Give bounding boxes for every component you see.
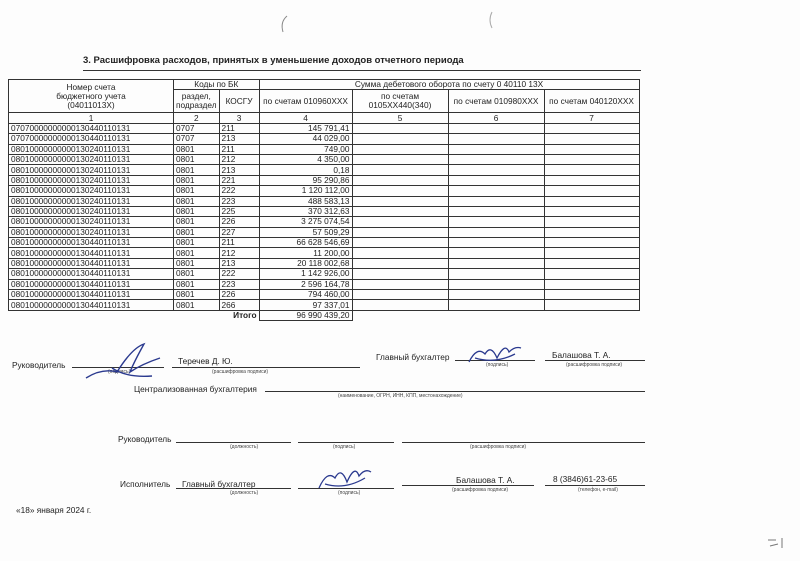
central-accounting-label: Централизованная бухгалтерия xyxy=(134,384,257,394)
amount-cell: 1 120 112,00 xyxy=(259,186,352,196)
head-signature-caption: (подпись) xyxy=(108,369,131,375)
empty-cell xyxy=(544,154,639,164)
executor-position-caption: (должность) xyxy=(230,490,259,496)
executor-position-line xyxy=(176,488,291,489)
table-row xyxy=(9,227,640,237)
empty-cell xyxy=(352,186,448,196)
table-row xyxy=(9,144,640,154)
kosgu-cell: 213 xyxy=(219,258,259,268)
empty-cell xyxy=(544,134,639,144)
table-row xyxy=(9,196,640,206)
total-row xyxy=(9,310,640,320)
account-cell: 08010000000000130440110131 xyxy=(9,279,174,289)
table-row xyxy=(9,165,640,175)
kosgu-cell: 212 xyxy=(219,154,259,164)
head2-label: Руководитель xyxy=(118,434,172,444)
empty-cell xyxy=(448,175,544,185)
amount-cell: 794 460,00 xyxy=(259,290,352,300)
empty-cell xyxy=(352,300,448,310)
kosgu-cell: 223 xyxy=(219,196,259,206)
head-name: Теречев Д. Ю. xyxy=(178,356,233,366)
head-signature xyxy=(82,338,172,388)
table-row xyxy=(9,238,640,248)
account-cell: 08010000000000130240110131 xyxy=(9,175,174,185)
amount-cell: 95 290,86 xyxy=(259,175,352,185)
empty-cell xyxy=(352,279,448,289)
header-section: раздел, подраздел xyxy=(174,90,220,113)
empty-cell xyxy=(352,154,448,164)
empty-cell xyxy=(448,206,544,216)
section-cell: 0801 xyxy=(174,269,220,279)
kosgu-cell: 212 xyxy=(219,248,259,258)
amount-cell: 4 350,00 xyxy=(259,154,352,164)
amount-cell: 145 791,41 xyxy=(259,123,352,133)
kosgu-cell: 226 xyxy=(219,217,259,227)
page-mark-icon xyxy=(766,534,790,555)
kosgu-cell: 221 xyxy=(219,175,259,185)
account-cell: 08010000000000130240110131 xyxy=(9,165,174,175)
head2-name-line xyxy=(402,442,645,443)
section-cell: 0707 xyxy=(174,134,220,144)
executor-signature-caption: (подпись) xyxy=(338,490,361,496)
page-title: 3. Расшифровка расходов, принятых в уменьшение доходов отчетного периода xyxy=(83,55,464,66)
amount-cell: 66 628 546,69 xyxy=(259,238,352,248)
scan-mark-top-right xyxy=(486,10,496,35)
kosgu-cell: 222 xyxy=(219,186,259,196)
empty-cell xyxy=(448,290,544,300)
account-cell: 07070000000000130440110131 xyxy=(9,123,174,133)
header-col7: по счетам 040120XXX xyxy=(544,90,639,113)
total-amount: 96 990 439,20 xyxy=(259,310,352,320)
empty-cell xyxy=(544,248,639,258)
header-kosgu: КОСГУ xyxy=(219,90,259,113)
account-cell: 08010000000000130440110131 xyxy=(9,258,174,268)
table-row xyxy=(9,123,640,133)
executor-name-line xyxy=(402,485,534,486)
amount-cell: 44 029,00 xyxy=(259,134,352,144)
central-accounting-caption: (наименование, ОГРН, ИНН, КПП, местонахождение) xyxy=(338,393,463,399)
amount-cell: 749,00 xyxy=(259,144,352,154)
empty-cell xyxy=(544,300,639,310)
empty-cell xyxy=(544,269,639,279)
amount-cell: 57 509,29 xyxy=(259,227,352,237)
table-row xyxy=(9,290,640,300)
total-label: Итого xyxy=(233,310,257,321)
table-row xyxy=(9,186,640,196)
kosgu-cell: 213 xyxy=(219,165,259,175)
empty-cell xyxy=(448,123,544,133)
account-cell: 08010000000000130240110131 xyxy=(9,217,174,227)
empty-cell xyxy=(448,248,544,258)
kosgu-cell: 222 xyxy=(219,269,259,279)
amount-cell: 97 337,01 xyxy=(259,300,352,310)
table-row xyxy=(9,300,640,310)
account-cell: 08010000000000130440110131 xyxy=(9,238,174,248)
section-cell: 0801 xyxy=(174,196,220,206)
executor-position: Главный бухгалтер xyxy=(182,479,256,489)
amount-cell: 370 312,63 xyxy=(259,206,352,216)
account-cell: 08010000000000130240110131 xyxy=(9,206,174,216)
account-cell: 08010000000000130440110131 xyxy=(9,269,174,279)
header-kbk: Коды по БК xyxy=(174,80,260,90)
section-cell: 0801 xyxy=(174,144,220,154)
empty-cell xyxy=(448,154,544,164)
empty-cell xyxy=(448,300,544,310)
empty-cell xyxy=(544,238,639,248)
header-col5: по счетам 0105XX440(340) xyxy=(352,90,448,113)
executor-label: Исполнитель xyxy=(120,479,171,489)
head2-signature-caption: (подпись) xyxy=(333,444,356,450)
amount-cell: 1 142 926,00 xyxy=(259,269,352,279)
kosgu-cell: 211 xyxy=(219,144,259,154)
empty-cell xyxy=(448,269,544,279)
empty-cell xyxy=(352,134,448,144)
empty-cell xyxy=(352,123,448,133)
empty-cell xyxy=(352,206,448,216)
executor-name-caption: (расшифровка подписи) xyxy=(452,487,509,493)
head2-signature-line xyxy=(298,442,394,443)
kosgu-cell: 266 xyxy=(219,300,259,310)
empty-cell xyxy=(352,217,448,227)
chief-accountant-label: Главный бухгалтер xyxy=(376,352,450,362)
chief-accountant-signature-caption: (подпись) xyxy=(486,362,509,368)
table-row xyxy=(9,154,640,164)
executor-signature xyxy=(315,462,375,496)
amount-cell: 2 596 164,78 xyxy=(259,279,352,289)
head-name-caption: (расшифровка подписи) xyxy=(212,369,269,375)
head2-position-line xyxy=(176,442,291,443)
empty-cell xyxy=(448,134,544,144)
section-cell: 0801 xyxy=(174,300,220,310)
table-row xyxy=(9,175,640,185)
table-row xyxy=(9,248,640,258)
section-cell: 0801 xyxy=(174,154,220,164)
account-cell: 07070000000000130440110131 xyxy=(9,134,174,144)
empty-cell xyxy=(352,175,448,185)
section-cell: 0801 xyxy=(174,227,220,237)
section-cell: 0801 xyxy=(174,248,220,258)
section-cell: 0801 xyxy=(174,217,220,227)
section-cell: 0801 xyxy=(174,290,220,300)
head-label: Руководитель xyxy=(12,360,66,370)
empty-cell xyxy=(352,238,448,248)
empty-cell xyxy=(544,175,639,185)
kosgu-cell: 211 xyxy=(219,123,259,133)
empty-cell xyxy=(448,227,544,237)
amount-cell: 488 583,13 xyxy=(259,196,352,206)
column-numbers-row: 1 2 3 4 5 6 7 xyxy=(9,113,640,123)
header-col4: по счетам 010960XXX xyxy=(259,90,352,113)
head2-position-caption: (должность) xyxy=(230,444,259,450)
kosgu-cell: 211 xyxy=(219,238,259,248)
executor-name: Балашова Т. А. xyxy=(456,475,515,485)
empty-cell xyxy=(544,123,639,133)
title-underline xyxy=(83,70,641,71)
kosgu-cell: 213 xyxy=(219,134,259,144)
empty-cell xyxy=(352,227,448,237)
empty-cell xyxy=(544,258,639,268)
empty-cell xyxy=(544,196,639,206)
executor-phone: 8 (3846)61-23-65 xyxy=(553,474,618,484)
section-cell: 0801 xyxy=(174,206,220,216)
empty-cell xyxy=(352,144,448,154)
account-cell: 08010000000000130240110131 xyxy=(9,144,174,154)
section-cell: 0801 xyxy=(174,238,220,248)
chief-accountant-name-caption: (расшифровка подписи) xyxy=(566,362,623,368)
kosgu-cell: 226 xyxy=(219,290,259,300)
empty-cell xyxy=(352,269,448,279)
empty-cell xyxy=(544,186,639,196)
central-accounting-line xyxy=(265,391,645,392)
table-row xyxy=(9,258,640,268)
scan-mark-top xyxy=(278,14,290,39)
account-cell: 08010000000000130240110131 xyxy=(9,154,174,164)
empty-cell xyxy=(544,165,639,175)
chief-accountant-signature xyxy=(465,340,525,370)
table-row xyxy=(9,206,640,216)
empty-cell xyxy=(448,196,544,206)
empty-cell xyxy=(544,290,639,300)
executor-phone-line xyxy=(545,485,645,486)
account-cell: 08010000000000130240110131 xyxy=(9,196,174,206)
amount-cell: 20 118 002,68 xyxy=(259,258,352,268)
amount-cell: 3 275 074,54 xyxy=(259,217,352,227)
kosgu-cell: 225 xyxy=(219,206,259,216)
empty-cell xyxy=(448,279,544,289)
head2-name-caption: (расшифровка подписи) xyxy=(470,444,527,450)
empty-cell xyxy=(544,279,639,289)
header-col6: по счетам 010980XXX xyxy=(448,90,544,113)
table-row xyxy=(9,269,640,279)
table-row xyxy=(9,217,640,227)
empty-cell xyxy=(544,227,639,237)
amount-cell: 0,18 xyxy=(259,165,352,175)
empty-cell xyxy=(352,165,448,175)
header-turnover: Сумма дебетового оборота по счету 0 40110 13X xyxy=(259,80,639,90)
empty-cell xyxy=(352,196,448,206)
table-row xyxy=(9,279,640,289)
empty-cell xyxy=(448,258,544,268)
section-cell: 0801 xyxy=(174,258,220,268)
section-cell: 0707 xyxy=(174,123,220,133)
account-cell: 08010000000000130440110131 xyxy=(9,300,174,310)
empty-cell xyxy=(448,186,544,196)
empty-cell xyxy=(544,206,639,216)
account-cell: 08010000000000130440110131 xyxy=(9,290,174,300)
section-cell: 0801 xyxy=(174,175,220,185)
kosgu-cell: 223 xyxy=(219,279,259,289)
account-cell: 08010000000000130240110131 xyxy=(9,227,174,237)
section-cell: 0801 xyxy=(174,279,220,289)
expenses-table xyxy=(8,79,640,321)
document-date: «18» января 2024 г. xyxy=(16,505,92,515)
section-cell: 0801 xyxy=(174,165,220,175)
empty-cell xyxy=(544,217,639,227)
amount-cell: 11 200,00 xyxy=(259,248,352,258)
chief-accountant-name-line xyxy=(545,360,645,361)
empty-cell xyxy=(448,165,544,175)
empty-cell xyxy=(448,238,544,248)
chief-accountant-name: Балашова Т. А. xyxy=(552,350,611,360)
empty-cell xyxy=(448,217,544,227)
header-account: Номер счета бюджетного учета (04011013X) xyxy=(9,80,174,113)
section-cell: 0801 xyxy=(174,186,220,196)
executor-phone-caption: (телефон, e-mail) xyxy=(578,487,618,493)
table-row xyxy=(9,134,640,144)
empty-cell xyxy=(448,144,544,154)
empty-cell xyxy=(352,290,448,300)
account-cell: 08010000000000130440110131 xyxy=(9,248,174,258)
empty-cell xyxy=(352,248,448,258)
empty-cell xyxy=(544,144,639,154)
account-cell: 08010000000000130240110131 xyxy=(9,186,174,196)
head-name-line xyxy=(172,367,360,368)
empty-cell xyxy=(352,258,448,268)
kosgu-cell: 227 xyxy=(219,227,259,237)
